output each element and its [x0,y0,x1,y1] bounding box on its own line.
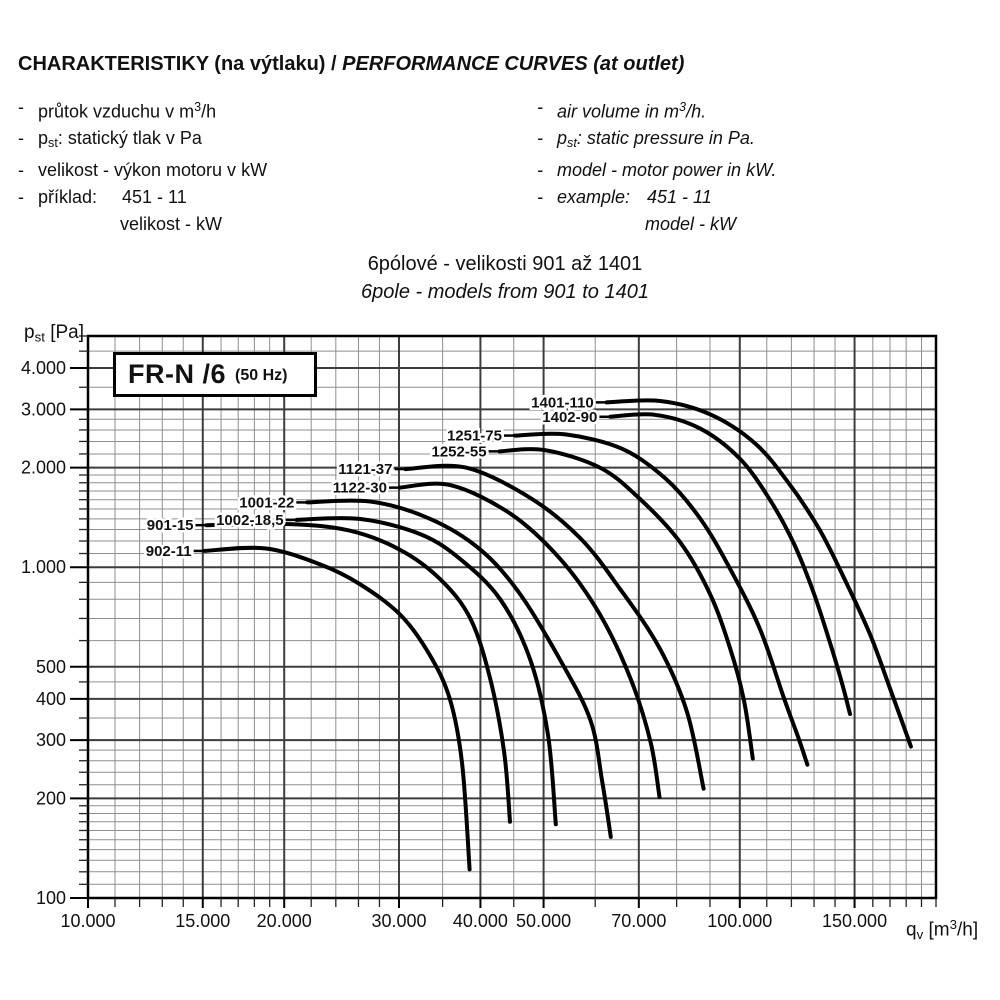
bullet-dash: - [537,187,543,208]
note-row [18,157,267,184]
fan-curve-1401-110 [607,400,911,746]
curve-label-1251-75: 1251-75 [446,427,503,445]
note-row [537,125,776,157]
note-row [18,211,267,238]
x-tick-label: 10.000 [60,911,116,931]
badge-frequency: (50 Hz) [235,367,288,384]
y-tick-label: 4.000 [20,358,66,379]
note-row [537,184,776,211]
bullet-dash: - [18,128,24,149]
note-row [537,94,776,125]
series-family-badge [113,352,317,397]
page-title-english: PERFORMANCE CURVES (at outlet) [342,53,685,75]
subtitle-czech: 6pólové - velikosti 901 až 1401 [367,253,643,275]
curve-label-901-15: 901-15 [146,517,194,535]
note-text: pst: static pressure in Pa. [557,128,755,151]
y-tick-label: 200 [35,788,66,809]
note-row [537,157,776,184]
x-axis-unit-label: qv $[m^3/h]$ [906,917,979,942]
note-row [537,211,776,238]
example-value: 451 - 11 [647,187,712,208]
y-tick-label: 1.000 [20,557,66,578]
bullet-dash: - [18,160,24,181]
notes-czech [18,94,267,238]
curve-label-1122-30: 1122-30 [332,479,387,497]
curve-label-1001-22: 1001-22 [239,494,295,512]
curve-label-902-11: 902-11 [145,542,192,560]
y-tick-label: 400 [35,688,66,709]
y-tick-label: 300 [35,730,66,751]
badge-title: FR-N /6 [128,359,226,389]
x-tick-label: 100.000 [707,911,773,931]
fan-curve-1001-22 [307,500,611,836]
note-row [18,94,267,125]
page-title [18,53,684,76]
bullet-dash: - [537,97,543,117]
page-title-czech: CHARAKTERISTIKY (na výtlaku) [18,53,326,75]
notes-english [537,94,776,238]
example-value: 451 - 11 [122,187,187,208]
curve-label-1002-18,5: 1002-18,5 [216,511,284,529]
x-tick-label: 50.000 [516,911,572,931]
fan-curve-902-11 [205,548,470,870]
bullet-dash: - [537,160,543,181]
curve-label-1402-90: 1402-90 [542,408,598,426]
bullet-dash: - [18,97,24,117]
note-text: model - motor power in kW. [557,160,777,181]
note-row [18,125,267,157]
x-tick-label: 150.000 [822,911,888,931]
example-label: example: [557,187,631,208]
x-tick-label: 70.000 [611,911,667,931]
y-tick-label: 500 [35,656,66,677]
x-tick-label: 15.000 [175,911,231,931]
note-text: průtok vzduchu v $m^3/h$ [38,100,217,122]
bullet-dash: - [537,128,543,149]
note-text: air volume in $m^3/h$. [557,100,707,122]
note-row [18,184,267,211]
note-text: velikost - výkon motoru v kW [38,160,268,181]
y-tick-label: 100 [35,888,66,908]
example-note: model - kW [645,214,737,235]
fan-curve-1252-55 [500,449,753,758]
chart-subtitle [300,250,710,306]
page-title-separator: / [325,53,343,75]
x-tick-label: 20.000 [256,911,312,931]
curve-label-1401-110: 1401-110 [531,394,594,412]
example-note: velikost - kW [120,214,223,235]
x-tick-label: 40.000 [452,911,508,931]
y-axis-unit-label: pst [Pa] [24,322,84,345]
subtitle-english: 6pole - models from 901 to 1401 [361,281,649,303]
y-tick-label: 3.000 [20,399,66,420]
curve-label-1252-55: 1252-55 [431,443,487,461]
x-tick-label: 30.000 [371,911,427,931]
example-label: příklad: [38,187,98,208]
curve-label-1121-37: 1121-37 [338,461,393,479]
y-tick-label: 2.000 [20,457,66,478]
note-text: pst: statický tlak v Pa [38,128,202,151]
bullet-dash: - [18,187,24,208]
